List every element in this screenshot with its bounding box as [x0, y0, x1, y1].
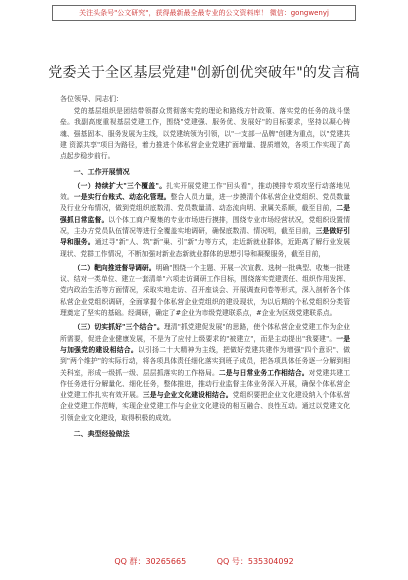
paragraph-three-combinations — [60, 322, 350, 424]
paragraph-lead: （三）切实抓好"三个结合"。 — [73, 323, 164, 332]
paragraph-text: 通过寻"新"人、筑"新"巢、引"新"力等方式，走近新就业群体，近距离了解行业发展现状、党群工作情况，不断加强对新业态新就业群体的思想引导和凝聚服务，截至目前， — [60, 238, 350, 258]
paragraph-text: 对党建共建工作任务进行分解量化、细化任务，整体推进，推动行业监督主体业务深入开展，确保个体私营企业党建工作扎实有效开展。 — [60, 368, 351, 400]
paragraph-text: 以个体工商户聚集的专业市场进行摸排，围绕专业市场经营状况，党组织设置情况，主办方党员队伍情况等进行全覆盖实地调研，确保底数清、情况明，截至目前， — [60, 215, 351, 235]
qq-group: QQ 群：30265665 — [114, 557, 187, 566]
paragraph-text: 扎实开展党建工作"回头看"，推动摸排专项攻坚行动落地见效。 — [60, 181, 350, 202]
paragraph-emphasis: 二是与日常业务工作相结合。 — [218, 368, 309, 377]
paragraph-text: 整合人员力量，进一步摸清个体私营企业党组织、党员数量及行业分布情况，做到党组织底数清、党员数量清、动态流向明、隶属关系顺，截至目前， — [60, 193, 351, 213]
paragraph-coverage — [60, 181, 350, 260]
paragraph-text: 明确"围绕一个主题、开展一次宣教、选树一批典型、收集一批建议、结对一类单位、建立一套清单"六项走访调研工作目标，围绕落实党建责任、组织作用发挥、党内政治生活等方面情况，采取实地走访、召开座谈会、开展调查问卷等形式，深入剖析各个体私营企业党组织调研，全面掌握个体私营企业党组织的建设现状，为以后期的个私党组织分类管理奠定了坚实的基础。经调研，确定了#企业为市级党建联系点，#企业为区级党建联系点。 — [60, 263, 350, 318]
paragraph-lead: （一）持续扩大"三个覆盖"。 — [73, 181, 167, 190]
intro-paragraph: 党的基层组织是团结带领群众贯彻落实党的理论和路线方针政策、落实党的任务的战斗堡垒。我副高度重视基层党建工作，围绕"党建强、服务优、发展好"的目标要求，坚持以凝心铸魂、强基固本、服务发展为主线，以党建统领为引领，以"一支部一品牌"创建为重点，以"党建共建 资源共享"项目为路径，着力推进个体私营企业党建扩面增量、提质增效，各项工作实现了高点起步稳步前行。 — [60, 107, 350, 161]
document-body — [60, 106, 350, 442]
paragraph-emphasis: 三是做好引导和服务。 — [60, 226, 351, 247]
paragraph-emphasis: 一是与加强党的建设相结合。 — [60, 334, 350, 354]
paragraph-emphasis: 二是强抓日常监督。 — [60, 204, 351, 224]
paragraph-supervision — [60, 263, 350, 319]
salutation: 各位领导、同志们： — [60, 95, 123, 103]
section-heading-2: 二、典型经验做法 — [73, 429, 130, 439]
paragraph-emphasis: 一是实行台账式、动态化管理。 — [73, 193, 171, 202]
promo-banner: 关注头条号"公文研究"，获得最新最全最专业的公文资料库！ 微信：gongwenyj — [52, 5, 356, 21]
paragraph-lead: （二）靶向推进督导调研。 — [73, 263, 156, 272]
paragraph-text: 党组织要把企业文化建设纳入个体私营企业党建工作范畴，实现企业党建工作与企业文化建设的相互融合、良性互动。通过以党建文化引领企业文化建设，取得积极的成效。 — [60, 391, 351, 422]
paragraph-text: 以引扬二十大精神为主线，把做好党建共建作为增强"四个意识"、做到"两个维护"的实际行动，将各项具体责任细化落实到班子成员，把各项具体任务逐一分解到相关科室，形成一级抓一级、层层抓落实的工作格局。 — [60, 345, 350, 377]
section-heading-1: 一、工作开展情况 — [73, 167, 130, 177]
contact-footer — [0, 556, 408, 567]
qq-number: QQ 号：535304092 — [216, 557, 294, 566]
paragraph-emphasis: 三是与企业文化建设相结合。 — [142, 391, 233, 400]
document-title: 党委关于全区基层党建"创新创优突破年"的发言稿 — [48, 65, 360, 81]
paragraph-text: 理清"抓党建促发展"的思路，使个体私营企业党建工作为企业所需要，促进企业健康发展，不是为了应付上级要求的"被建立"，而是主动提出"我要建"。 — [60, 323, 350, 343]
